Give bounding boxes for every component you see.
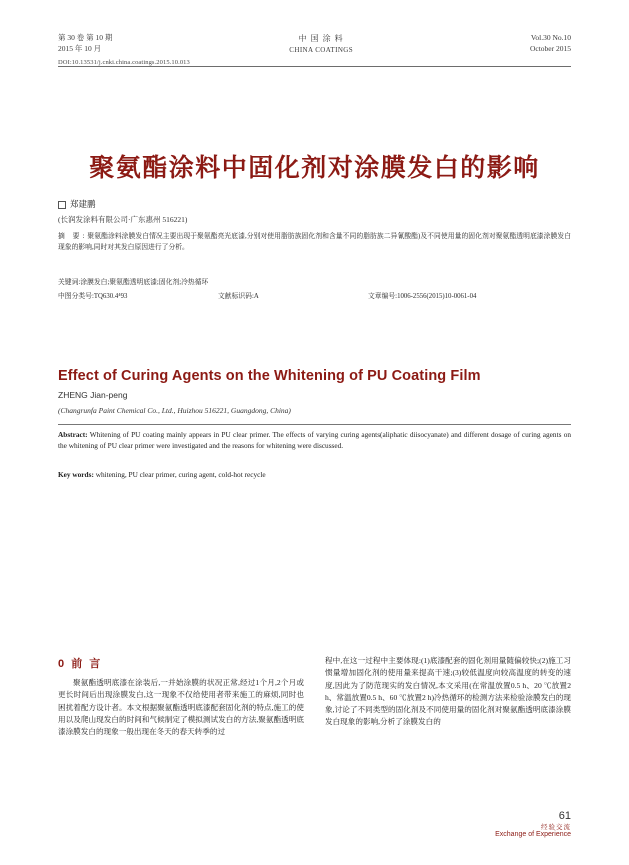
page-number: 61 [558, 809, 571, 822]
english-divider [58, 424, 571, 425]
page-title-en: Effect of Curing Agents on the Whitening of PU Coating Film [58, 368, 481, 384]
doc-code-cell [218, 290, 368, 300]
clc-cell [58, 290, 218, 300]
journal-name-en: CHINA COATINGS [289, 45, 354, 54]
affiliation-cn: (长润发涂料有限公司·广东惠州 516221) [58, 215, 188, 224]
section-heading [58, 655, 304, 671]
author-line-en: ZHENG Jian-peng [58, 390, 128, 400]
page-title-cn: 聚氨酯涂料中固化剂对涂膜发白的影响 [89, 154, 540, 182]
paragraph: 聚氨酯透明底漆在涂装后,一并始涂膜的状况正常,经过1个月,2个月或更长时间后出现涂膜发白,这一现象不仅给使用者带来施工的麻烦,同时也困扰着配方设计者。本文根据聚氨酯透明底漆配套固化剂的特点,施工的使用以及爬山现发白的时间和气候制定了模拟测试发白的方法,聚氨酯透明底漆涂膜发白的现象一般出现在冬天的春天转季的过 [58, 678, 304, 737]
body-columns [58, 655, 571, 738]
header-date-cn: 2015 年 10 月 [58, 43, 102, 53]
keywords-label-cn: 关键词: [58, 279, 81, 286]
section-number: 0 [58, 658, 67, 670]
header-volume-block [58, 33, 112, 55]
keywords-text-en: whitening, PU clear primer, curing agent, cold-hot recycle [93, 470, 266, 479]
journal-name-block [289, 33, 353, 55]
abstract-text-en: Whitening of PU coating mainly appears in PU clear primer. The effects of varying curing agents(aliphatic diisocyanate) and different dosage of curing agents on the whitening of PU clear primer were investigated and the reasons for whitening were discussed. [58, 430, 571, 450]
header-divider [58, 66, 571, 67]
journal-name-cn: 中 国 涂 料 [298, 34, 344, 43]
abstract-label-cn: 摘 要: [58, 233, 88, 240]
doi-line: DOI:10.13531/j.cnki.china.coatings.2015.10.013 [58, 58, 190, 66]
page-header [58, 33, 571, 66]
section-title: 前 言 [71, 658, 103, 670]
paragraph: 程中,在这一过程中主要体现:(1)底漆配套的固化剂用量随偏较快;(2)施工习惯量增加固化剂的使用量来提高干速;(3)较低温度向较高温度的转变的速度,因此为了防范现实的发白情况,本文采用(在常温放置0.5 h、20 ℃放置2 h、常温放置0.5 h、60 ℃放置2 h)冷热循环的检测方法来检验涂膜发白的现象,讨论了不同类型的固化剂及不同使用量的固化剂对聚氨酯透明底漆涂膜发白现象的影响,分析了涂膜发白的 [325, 656, 571, 727]
author-line-cn [58, 198, 571, 210]
clc-value: TQ630.4⁴93 [93, 293, 128, 300]
article-number-value: 1006-2556(2015)10-0061-04 [397, 293, 477, 300]
keywords-text-cn: 涂膜发白;聚氨酯透明底漆;固化剂;冷热循环 [80, 279, 209, 286]
abstract-label-en: Abstract: [58, 430, 88, 439]
keywords-cn [58, 276, 571, 286]
author-name-cn: 郑建鹏 [70, 199, 96, 209]
footer-label-en: Exchange of Experience [495, 831, 571, 838]
keywords-label-en: Key words: [58, 470, 94, 479]
page-footer [495, 810, 571, 838]
header-volume-block-en [530, 33, 571, 55]
article-number-label: 文章编号: [368, 293, 398, 300]
doc-code-value: A [253, 293, 259, 300]
keywords-en [58, 470, 571, 479]
footer-label-cn: 经验交流 [541, 824, 571, 831]
clc-label: 中图分类号: [58, 293, 94, 300]
column-left [58, 655, 304, 738]
abstract-text-cn: 聚氨酯涂料涂膜发白情况主要出现于聚氨酯亮光底漆,分别对使用脂肪族固化剂和含量不同的脂肪族二异氰酸酯)及不同使用量的固化剂对聚氨酯透明底漆涂膜发白现象的影响,同时对其发白原因进行了分析。 [58, 233, 572, 251]
abstract-cn [58, 232, 571, 253]
classification-row [58, 290, 571, 300]
abstract-en [58, 430, 571, 452]
header-volume-issue: 第 30 卷 第 10 期 [58, 33, 113, 42]
header-date-en: October 2015 [529, 43, 571, 53]
header-volume-issue-en: Vol.30 No.10 [530, 33, 571, 42]
affiliation-en: (Changrunfa Paint Chemical Co., Ltd., Huizhou 516221, Guangdong, China) [58, 406, 291, 415]
checkbox-icon [58, 201, 66, 209]
article-number-cell [368, 290, 571, 300]
doc-code-label: 文献标识码: [218, 293, 254, 300]
column-right [325, 655, 571, 738]
